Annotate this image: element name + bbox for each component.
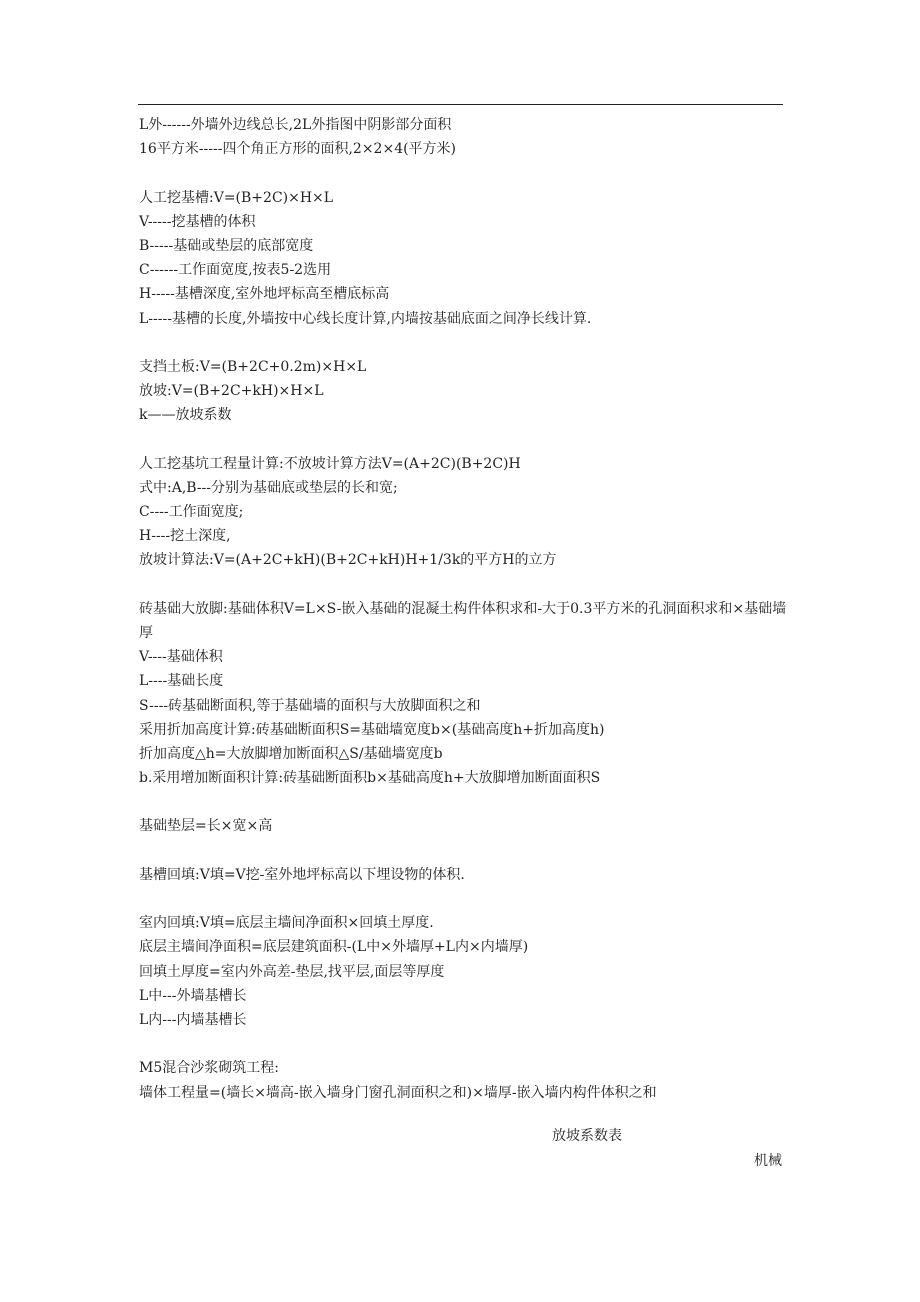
text-line: k——放坡系数 <box>139 407 232 424</box>
text-line: B-----基础或垫层的底部宽度 <box>139 237 314 254</box>
table-column-label: 机械 <box>754 1153 782 1169</box>
text-line: 砖基础大放脚:基础体积V=L×S-嵌入基础的混凝土构件体积求和-大于0.3平方米的孔洞面积求和×基础墙厚 <box>139 600 787 641</box>
text-line: 人工挖基坑工程量计算:不放坡计算方法V=(A+2C)(B+2C)H <box>139 455 521 472</box>
text-line: L-----基槽的长度,外墙按中心线长度计算,内墙按基础底面之间净长线计算. <box>139 310 592 327</box>
text-line: 人工挖基槽:V=(B+2C)×H×L <box>139 189 334 206</box>
text-line: 采用折加高度计算:砖基础断面积S=基础墙宽度b×(基础高度h+折加高度h) <box>139 721 605 738</box>
text-line: 折加高度△h=大放脚增加断面积△S/基础墙宽度b <box>139 745 443 762</box>
header-rule <box>138 104 783 105</box>
text-line: V-----挖基槽的体积 <box>139 213 256 230</box>
text-line: b.采用增加断面积计算:砖基础断面积b×基础高度h+大放脚增加断面面积S <box>139 770 601 787</box>
text-line: L----基础长度 <box>139 673 224 690</box>
text-line: 支挡土板:V=(B+2C+0.2m)×H×L <box>139 358 367 375</box>
text-line: H-----基槽深度,室外地坪标高至槽底标高 <box>139 286 390 303</box>
text-line: V----基础体积 <box>139 649 223 666</box>
text-line: 室内回填:V填=底层主墙间净面积×回填土厚度. <box>139 915 434 932</box>
text-line: M5混合沙浆砌筑工程: <box>139 1060 279 1077</box>
text-line: 16平方米-----四个角正方形的面积,2×2×4(平方米) <box>139 141 457 158</box>
text-line: 放坡:V=(B+2C+kH)×H×L <box>139 383 324 400</box>
text-line: H----挖土深度, <box>139 528 231 545</box>
text-line: 回填土厚度=室内外高差-垫层,找平层,面层等厚度 <box>139 963 445 980</box>
text-line: L内---内墙基槽长 <box>139 1011 247 1028</box>
text-line: L外------外墙外边线总长,2L外指图中阴影部分面积 <box>139 117 452 133</box>
text-line: 式中:A,B---分别为基础底或垫层的长和宽; <box>139 479 398 496</box>
text-line: 基础垫层=长×宽×高 <box>139 818 273 835</box>
text-line: 放坡计算法:V=(A+2C+kH)(B+2C+kH)H+1/3k的平方H的立方 <box>139 552 557 569</box>
text-line: 底层主墙间净面积=底层建筑面积-(L中×外墙厚+L内×内墙厚) <box>139 939 529 956</box>
document-body <box>139 113 789 1105</box>
text-line: C----工作面宽度; <box>139 504 244 520</box>
text-line: 墙体工程量=(墙长×墙高-嵌入墙身门窗孔洞面积之和)×墙厚-嵌入墙内构件体积之和 <box>139 1084 657 1101</box>
table-caption: 放坡系数表 <box>552 1128 622 1144</box>
text-line: C------工作面宽度,按表5-2选用 <box>139 262 332 279</box>
text-line: 基槽回填:V填=V挖-室外地坪标高以下埋设物的体积. <box>139 866 465 883</box>
text-line: L中---外墙基槽长 <box>139 987 247 1004</box>
text-line: S----砖基础断面积,等于基础墙的面积与大放脚面积之和 <box>139 697 481 714</box>
